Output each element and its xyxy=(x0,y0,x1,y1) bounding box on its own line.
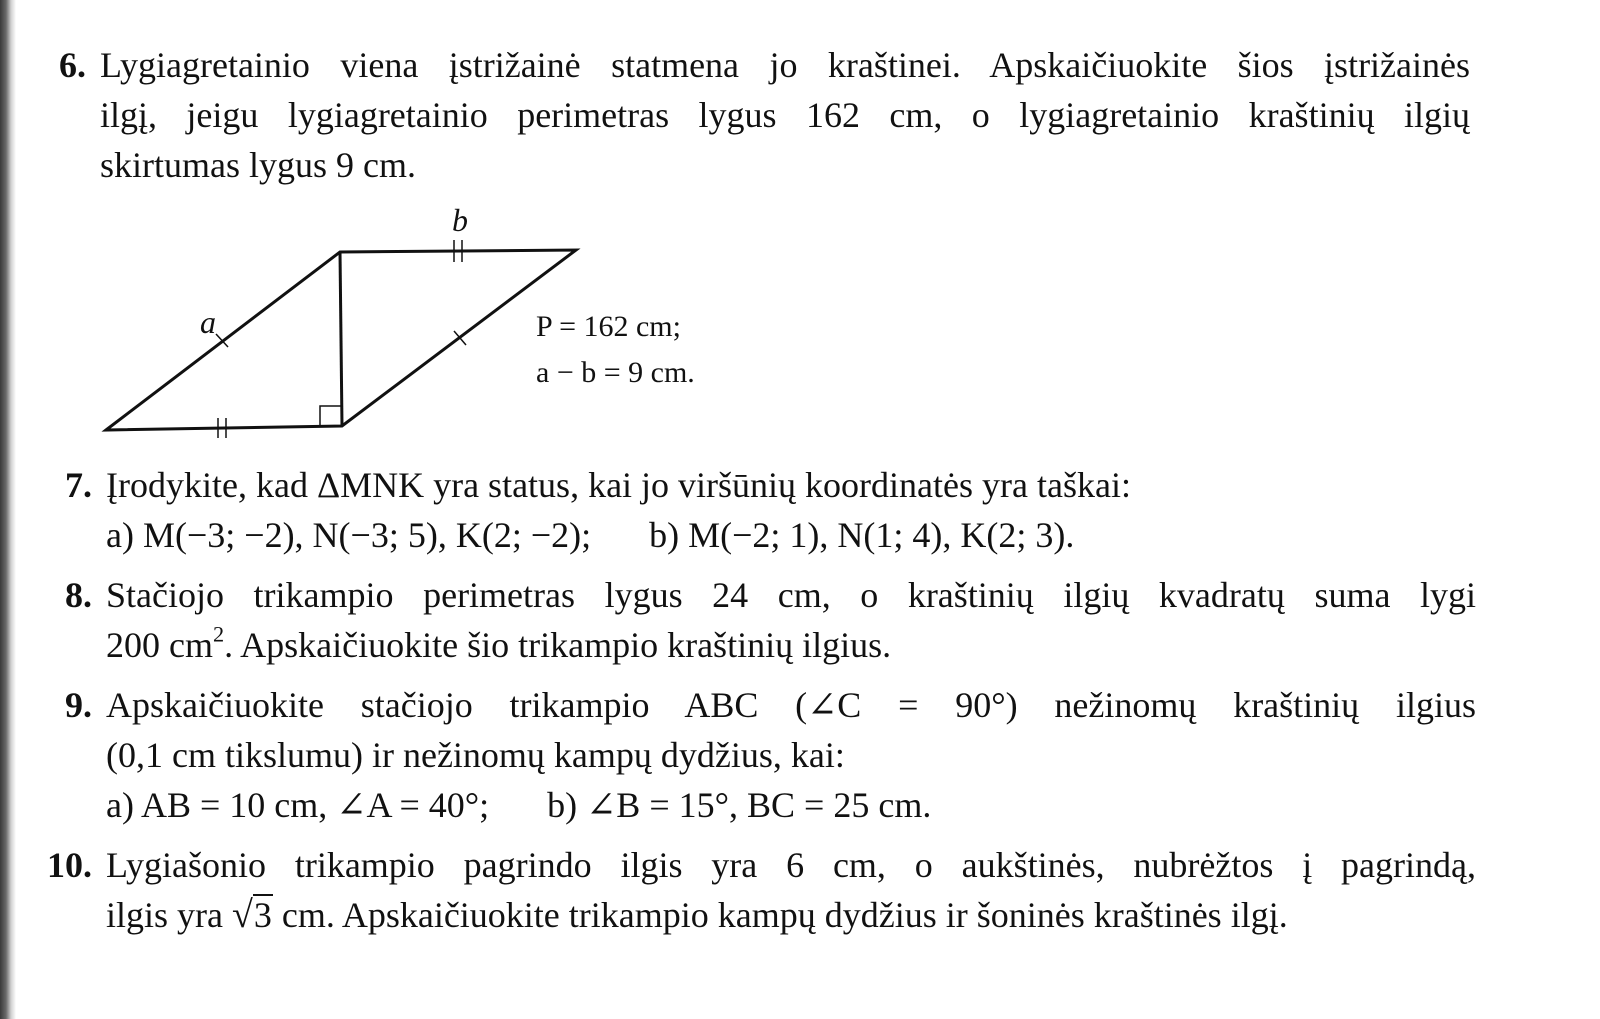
given-values xyxy=(536,304,695,396)
problem-text-line: skirtumas lygus 9 cm. xyxy=(100,145,416,185)
problem-text-line: (0,1 cm tikslumu) ir nežinomų kampų dydžius, kai: xyxy=(106,735,845,775)
problem-text-line: Lygiagretainio viena įstrižainė statmena jo kraštinei. Apskaičiuokite šios įstrižainės xyxy=(100,45,1470,85)
problem-text-line xyxy=(106,890,1476,940)
subpart-a: a) M(−3; −2), N(−3; 5), K(2; −2); xyxy=(106,515,592,555)
subpart-a: a) AB = 10 cm, ∠A = 40°; xyxy=(106,785,490,825)
problem-number: 9. xyxy=(65,685,92,725)
problem-number: 8. xyxy=(65,575,92,615)
subpart-b: b) M(−2; 1), N(1; 4), K(2; 3). xyxy=(649,515,1075,555)
diagonal xyxy=(340,252,342,426)
problem-text-line: ilgį, jeigu lygiagretainio perimetras lygus 162 cm, o lygiagretainio kraštinių ilgių xyxy=(100,95,1470,135)
problem-subparts xyxy=(106,780,1476,830)
right-angle-mark xyxy=(320,406,342,426)
problem-text-line: Įrodykite, kad ΔMNK yra status, kai jo viršūnių koordinatės yra taškai: xyxy=(106,465,1131,505)
given-difference: a − b = 9 cm. xyxy=(536,356,695,389)
side-label-b: b xyxy=(452,202,468,238)
problem-9 xyxy=(65,680,1476,830)
parallelogram-figure xyxy=(100,200,740,450)
problem-text: ilgis yra xyxy=(106,895,232,935)
problem-6 xyxy=(59,40,1470,190)
problem-8 xyxy=(65,570,1476,670)
problem-text: cm. Apskaičiuokite trikampio kampų dydžius ir šoninės kraštinės ilgį. xyxy=(272,895,1288,935)
square-root-icon: √ xyxy=(231,894,253,936)
radicand: 3 xyxy=(253,895,272,935)
problem-number: 7. xyxy=(65,465,92,505)
subpart-b: b) ∠B = 15°, BC = 25 cm. xyxy=(547,785,932,825)
side-label-a: a xyxy=(200,304,216,340)
problem-text: . Apskaičiuokite šio trikampio kraštinių ilgius. xyxy=(224,625,892,665)
area-exponent: 2 xyxy=(212,621,225,647)
problem-text-line xyxy=(106,620,1476,670)
given-perimeter: P = 162 cm; xyxy=(536,310,681,343)
area-value: 200 cm xyxy=(106,625,213,665)
problem-text-line: Apskaičiuokite stačiojo trikampio ABC (∠C = 90°) nežinomų kraštinių ilgius xyxy=(106,685,1476,725)
problem-10 xyxy=(47,840,1476,940)
scan-edge xyxy=(0,0,16,1019)
problem-7 xyxy=(65,460,1476,560)
problem-subparts xyxy=(106,510,1476,560)
problem-number: 6. xyxy=(59,45,86,85)
problem-text-line: Lygiašonio trikampio pagrindo ilgis yra 6 cm, o aukštinės, nubrėžtos į pagrindą, xyxy=(106,845,1476,885)
problem-number: 10. xyxy=(47,845,92,885)
problem-text-line: Stačiojo trikampio perimetras lygus 24 cm, o kraštinių ilgių kvadratų suma lygi xyxy=(106,575,1476,615)
